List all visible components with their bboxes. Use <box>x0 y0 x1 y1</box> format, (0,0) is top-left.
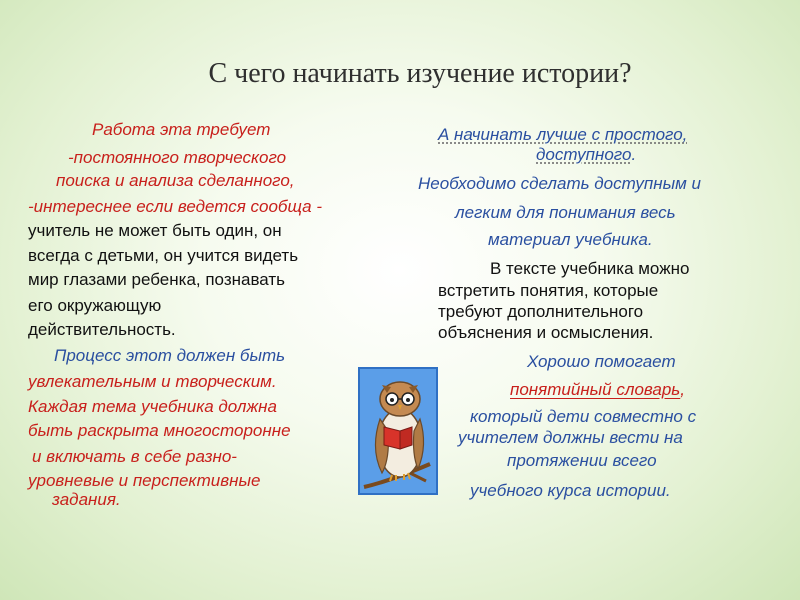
right-line-9: объяснения и осмысления. <box>438 323 654 342</box>
left-line-5: учитель не может быть один, он <box>28 221 282 240</box>
right-line-2-period: . <box>631 145 637 164</box>
left-line-16: задания. <box>52 490 121 509</box>
right-line-10: Хорошо помогает <box>527 352 676 371</box>
left-line-3: поиска и анализа сделанного, <box>56 171 295 190</box>
left-line-1: Работа эта требует <box>92 120 271 139</box>
right-line-13: учителем должны вести на <box>458 428 683 447</box>
right-line-1: А начинать лучше с простого, <box>438 125 688 144</box>
left-line-7: мир глазами ребенка, познавать <box>28 270 286 289</box>
left-line-12: Каждая тема учебника должна <box>28 397 277 416</box>
right-line-4: легким для понимания весь <box>455 203 676 222</box>
right-line-5: материал учебника. <box>488 230 653 249</box>
left-line-10: Процесс этот должен быть <box>54 346 286 365</box>
right-line-14: протяжении всего <box>507 451 657 470</box>
left-line-14: и включать в себе разно- <box>32 447 237 466</box>
owl-illustration <box>358 367 438 495</box>
left-line-13: быть раскрыта многосторонне <box>28 421 291 440</box>
left-line-15: уровневые и перспективные <box>28 471 261 490</box>
right-line-3: Необходимо сделать доступным и <box>418 174 701 193</box>
owl-reading-book-icon <box>360 369 436 493</box>
right-line-7: встретить понятия, которые <box>438 281 659 300</box>
left-line-6: всегда с детьми, он учится видеть <box>28 246 299 265</box>
left-line-2: -постоянного творческого <box>68 148 287 167</box>
right-line-6: В тексте учебника можно <box>490 259 690 278</box>
right-line-11 <box>510 380 685 400</box>
left-line-8: его окружающую <box>28 296 162 315</box>
slide-title: С чего начинать изучение истории? <box>208 58 632 89</box>
right-line-12: который дети совместно с <box>470 407 697 426</box>
glossary-term: понятийный словарь <box>510 380 681 399</box>
right-line-8: требуют дополнительного <box>438 302 644 321</box>
right-line-11-comma: , <box>680 380 685 399</box>
right-line-2 <box>536 145 636 165</box>
right-line-15: учебного курса истории. <box>470 481 671 500</box>
right-line-2-link: доступного <box>536 145 632 164</box>
left-line-11: увлекательным и творческим. <box>28 372 277 391</box>
left-line-9: действительность. <box>28 320 176 339</box>
left-line-4: -интереснее если ведется сообща - <box>28 197 322 216</box>
